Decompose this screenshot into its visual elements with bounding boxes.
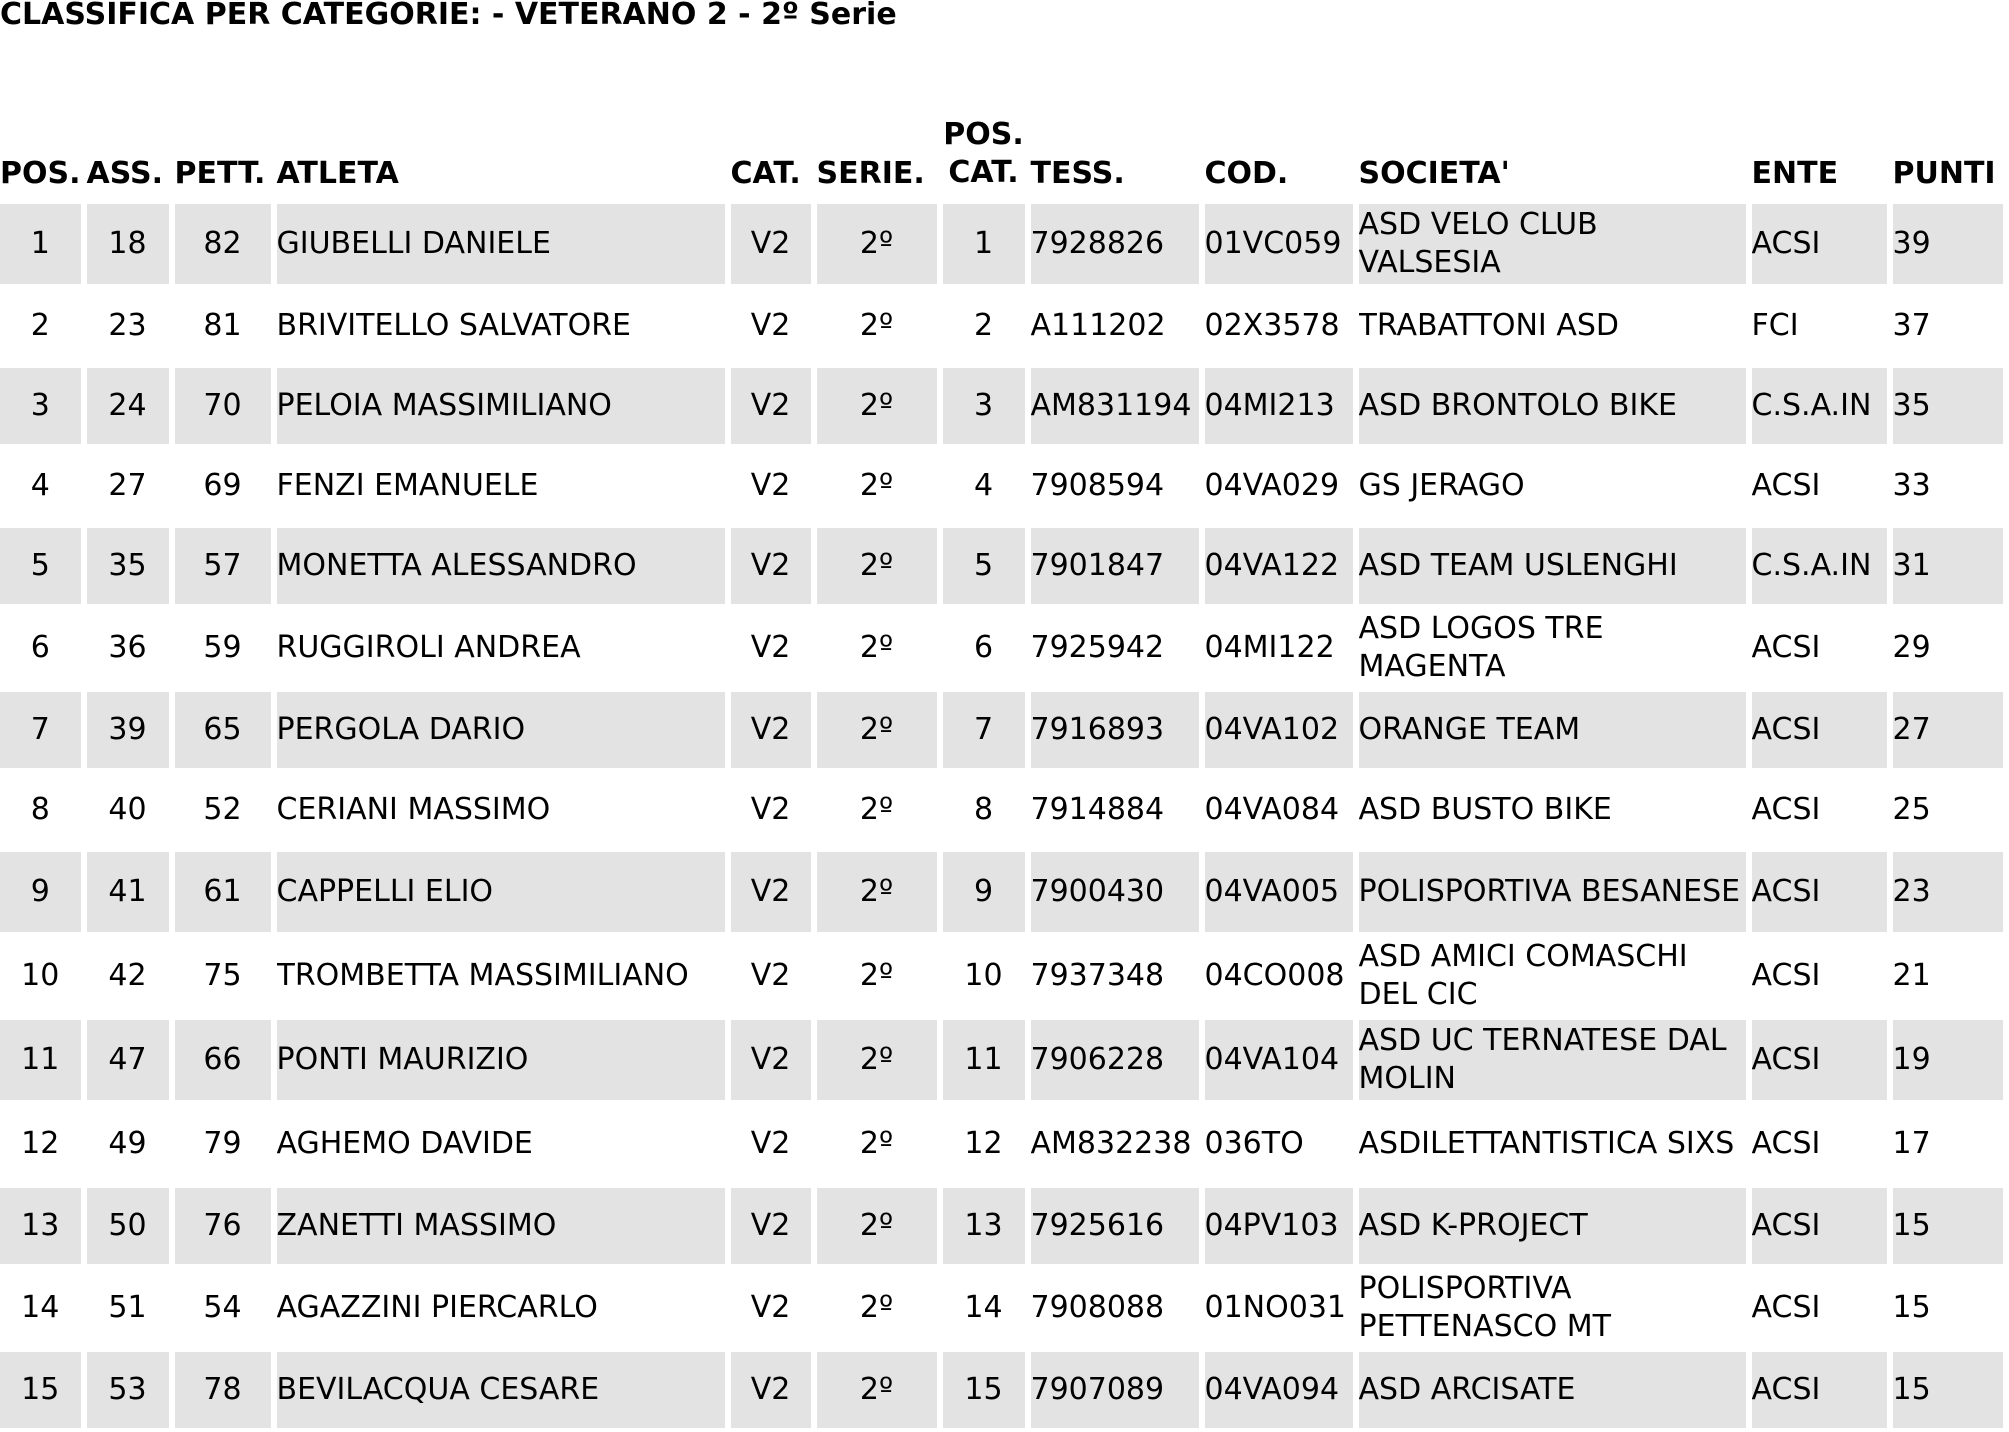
header-pos-cat: [943, 112, 1025, 200]
header-atleta: ATLETA: [277, 112, 725, 200]
cell-ente: ACSI: [1752, 852, 1887, 932]
cell-cat: V2: [731, 772, 811, 848]
cell-serie: 2º: [817, 204, 937, 284]
cell-tess: 7908088: [1031, 1268, 1199, 1348]
cell-serie: 2º: [817, 692, 937, 768]
cell-tess: 7916893: [1031, 692, 1199, 768]
cell-pett: 66: [175, 1020, 271, 1100]
cell-serie: 2º: [817, 608, 937, 688]
cell-ente: ACSI: [1752, 448, 1887, 524]
cell-cod: 04VA029: [1205, 448, 1353, 524]
cell-pett: 82: [175, 204, 271, 284]
cell-ente: ACSI: [1752, 608, 1887, 688]
cell-cod: 04VA102: [1205, 692, 1353, 768]
header-cod: COD.: [1205, 112, 1353, 200]
cell-tess: 7908594: [1031, 448, 1199, 524]
cell-atleta: PONTI MAURIZIO: [277, 1020, 725, 1100]
header-pos: POS.: [0, 112, 81, 200]
cell-pett: 54: [175, 1268, 271, 1348]
table-row: [0, 772, 2003, 848]
cell-punti: 21: [1893, 936, 2003, 1016]
cell-cat: V2: [731, 1268, 811, 1348]
cell-atleta: GIUBELLI DANIELE: [277, 204, 725, 284]
cell-pos-cat: 10: [943, 936, 1025, 1016]
cell-societa: ASDILETTANTISTICA SIXS: [1359, 1104, 1746, 1184]
table-row: [0, 1104, 2003, 1184]
cell-cat: V2: [731, 692, 811, 768]
table-body: [0, 204, 2003, 1428]
table-row: [0, 288, 2003, 364]
header-societa: SOCIETA': [1359, 112, 1746, 200]
cell-atleta: CERIANI MASSIMO: [277, 772, 725, 848]
cell-ente: ACSI: [1752, 1104, 1887, 1184]
cell-pett: 69: [175, 448, 271, 524]
cell-cat: V2: [731, 288, 811, 364]
cell-tess: AM832238: [1031, 1104, 1199, 1184]
cell-punti: 15: [1893, 1352, 2003, 1428]
cell-atleta: TROMBETTA MASSIMILIANO: [277, 936, 725, 1016]
cell-serie: 2º: [817, 772, 937, 848]
cell-ass: 39: [87, 692, 169, 768]
cell-pos-cat: 8: [943, 772, 1025, 848]
cell-atleta: CAPPELLI ELIO: [277, 852, 725, 932]
cell-societa: ASD ARCISATE: [1359, 1352, 1746, 1428]
cell-serie: 2º: [817, 288, 937, 364]
cell-pett: 65: [175, 692, 271, 768]
cell-tess: 7925616: [1031, 1188, 1199, 1264]
cell-pos: 13: [0, 1188, 81, 1264]
cell-punti: 15: [1893, 1268, 2003, 1348]
cell-tess: A111202: [1031, 288, 1199, 364]
cell-societa: ASD AMICI COMASCHI DEL CIC: [1359, 936, 1746, 1016]
cell-societa: ASD LOGOS TRE MAGENTA: [1359, 608, 1746, 688]
cell-cod: 02X3578: [1205, 288, 1353, 364]
cell-atleta: PELOIA MASSIMILIANO: [277, 368, 725, 444]
cell-tess: AM831194: [1031, 368, 1199, 444]
cell-pos: 10: [0, 936, 81, 1016]
cell-ass: 27: [87, 448, 169, 524]
cell-ass: 51: [87, 1268, 169, 1348]
table-row: [0, 608, 2003, 688]
cell-cod: 04MI122: [1205, 608, 1353, 688]
cell-tess: 7925942: [1031, 608, 1199, 688]
cell-ass: 40: [87, 772, 169, 848]
cell-cat: V2: [731, 204, 811, 284]
cell-pett: 52: [175, 772, 271, 848]
cell-serie: 2º: [817, 1104, 937, 1184]
cell-ente: ACSI: [1752, 1352, 1887, 1428]
cell-tess: 7906228: [1031, 1020, 1199, 1100]
cell-ente: ACSI: [1752, 1188, 1887, 1264]
cell-cat: V2: [731, 368, 811, 444]
cell-cat: V2: [731, 1188, 811, 1264]
cell-cod: 04VA084: [1205, 772, 1353, 848]
cell-tess: 7907089: [1031, 1352, 1199, 1428]
cell-societa: ASD UC TERNATESE DAL MOLIN: [1359, 1020, 1746, 1100]
cell-punti: 19: [1893, 1020, 2003, 1100]
cell-pos: 4: [0, 448, 81, 524]
cell-ente: ACSI: [1752, 692, 1887, 768]
header-serie: SERIE.: [817, 112, 937, 200]
cell-punti: 23: [1893, 852, 2003, 932]
cell-cat: V2: [731, 1020, 811, 1100]
cell-pos: 6: [0, 608, 81, 688]
table-row: [0, 528, 2003, 604]
cell-cod: 04VA005: [1205, 852, 1353, 932]
cell-pos: 7: [0, 692, 81, 768]
cell-cat: V2: [731, 608, 811, 688]
cell-atleta: BRIVITELLO SALVATORE: [277, 288, 725, 364]
cell-pos-cat: 9: [943, 852, 1025, 932]
cell-cod: 04PV103: [1205, 1188, 1353, 1264]
cell-punti: 29: [1893, 608, 2003, 688]
cell-atleta: PERGOLA DARIO: [277, 692, 725, 768]
cell-societa: ASD TEAM USLENGHI: [1359, 528, 1746, 604]
cell-pos: 9: [0, 852, 81, 932]
cell-cod: 04MI213: [1205, 368, 1353, 444]
cell-pett: 61: [175, 852, 271, 932]
cell-cod: 04VA104: [1205, 1020, 1353, 1100]
cell-serie: 2º: [817, 852, 937, 932]
table-row: [0, 936, 2003, 1016]
cell-pos: 2: [0, 288, 81, 364]
header-tess: TESS.: [1031, 112, 1199, 200]
cell-pos: 12: [0, 1104, 81, 1184]
cell-pett: 81: [175, 288, 271, 364]
cell-cod: 04VA122: [1205, 528, 1353, 604]
table-row: [0, 1020, 2003, 1100]
cell-atleta: BEVILACQUA CESARE: [277, 1352, 725, 1428]
cell-pett: 57: [175, 528, 271, 604]
cell-cat: V2: [731, 448, 811, 524]
header-cat: CAT.: [731, 112, 811, 200]
cell-tess: 7900430: [1031, 852, 1199, 932]
cell-punti: 25: [1893, 772, 2003, 848]
header-punti: PUNTI: [1893, 112, 2003, 200]
cell-tess: 7928826: [1031, 204, 1199, 284]
cell-societa: ASD BRONTOLO BIKE: [1359, 368, 1746, 444]
cell-pos: 8: [0, 772, 81, 848]
table-row: [0, 1268, 2003, 1348]
table-row: [0, 448, 2003, 524]
cell-pos: 3: [0, 368, 81, 444]
table-row: [0, 1352, 2003, 1428]
cell-ente: ACSI: [1752, 772, 1887, 848]
cell-pett: 76: [175, 1188, 271, 1264]
cell-punti: 31: [1893, 528, 2003, 604]
table-row: [0, 692, 2003, 768]
cell-pos: 14: [0, 1268, 81, 1348]
cell-punti: 33: [1893, 448, 2003, 524]
header-ass: ASS.: [87, 112, 169, 200]
cell-ass: 24: [87, 368, 169, 444]
cell-ass: 42: [87, 936, 169, 1016]
cell-ass: 53: [87, 1352, 169, 1428]
cell-ente: ACSI: [1752, 1268, 1887, 1348]
cell-pos-cat: 11: [943, 1020, 1025, 1100]
cell-pett: 78: [175, 1352, 271, 1428]
cell-punti: 39: [1893, 204, 2003, 284]
cell-pos-cat: 1: [943, 204, 1025, 284]
cell-ass: 41: [87, 852, 169, 932]
cell-atleta: FENZI EMANUELE: [277, 448, 725, 524]
cell-pos-cat: 15: [943, 1352, 1025, 1428]
cell-serie: 2º: [817, 936, 937, 1016]
cell-societa: ASD K-PROJECT: [1359, 1188, 1746, 1264]
cell-serie: 2º: [817, 1352, 937, 1428]
cell-societa: ASD VELO CLUB VALSESIA: [1359, 204, 1746, 284]
cell-serie: 2º: [817, 448, 937, 524]
cell-pett: 75: [175, 936, 271, 1016]
cell-punti: 27: [1893, 692, 2003, 768]
page-title: CLASSIFICA PER CATEGORIE: - VETERANO 2 - 2º Serie: [0, 0, 897, 32]
cell-societa: POLISPORTIVA BESANESE: [1359, 852, 1746, 932]
cell-ente: ACSI: [1752, 936, 1887, 1016]
cell-pos-cat: 2: [943, 288, 1025, 364]
cell-serie: 2º: [817, 1268, 937, 1348]
cell-cat: V2: [731, 852, 811, 932]
cell-cod: 01NO031: [1205, 1268, 1353, 1348]
cell-pos-cat: 6: [943, 608, 1025, 688]
cell-societa: POLISPORTIVA PETTENASCO MT: [1359, 1268, 1746, 1348]
cell-pett: 79: [175, 1104, 271, 1184]
cell-pett: 70: [175, 368, 271, 444]
table-row: [0, 1188, 2003, 1264]
cell-societa: TRABATTONI ASD: [1359, 288, 1746, 364]
cell-ass: 36: [87, 608, 169, 688]
cell-pos: 11: [0, 1020, 81, 1100]
cell-pos-cat: 14: [943, 1268, 1025, 1348]
cell-pos-cat: 7: [943, 692, 1025, 768]
cell-ass: 47: [87, 1020, 169, 1100]
cell-atleta: AGAZZINI PIERCARLO: [277, 1268, 725, 1348]
cell-punti: 35: [1893, 368, 2003, 444]
cell-atleta: RUGGIROLI ANDREA: [277, 608, 725, 688]
cell-pos-cat: 5: [943, 528, 1025, 604]
cell-pos-cat: 13: [943, 1188, 1025, 1264]
cell-pos: 1: [0, 204, 81, 284]
cell-cat: V2: [731, 528, 811, 604]
cell-cat: V2: [731, 1352, 811, 1428]
cell-ente: ACSI: [1752, 204, 1887, 284]
header-pos-cat-line2: CAT.: [948, 155, 1019, 190]
cell-serie: 2º: [817, 528, 937, 604]
cell-serie: 2º: [817, 368, 937, 444]
cell-pos: 5: [0, 528, 81, 604]
cell-ass: 49: [87, 1104, 169, 1184]
cell-cod: 01VC059: [1205, 204, 1353, 284]
cell-cod: 04VA094: [1205, 1352, 1353, 1428]
cell-cod: 036TO: [1205, 1104, 1353, 1184]
header-pett: PETT.: [175, 112, 271, 200]
cell-ente: C.S.A.IN: [1752, 528, 1887, 604]
cell-pett: 59: [175, 608, 271, 688]
cell-cod: 04CO008: [1205, 936, 1353, 1016]
cell-ente: C.S.A.IN: [1752, 368, 1887, 444]
cell-tess: 7914884: [1031, 772, 1199, 848]
cell-pos-cat: 12: [943, 1104, 1025, 1184]
cell-atleta: AGHEMO DAVIDE: [277, 1104, 725, 1184]
header-ente: ENTE: [1752, 112, 1887, 200]
cell-tess: 7901847: [1031, 528, 1199, 604]
cell-serie: 2º: [817, 1020, 937, 1100]
header-pos-cat-line1: POS.: [943, 117, 1024, 152]
cell-pos-cat: 4: [943, 448, 1025, 524]
table-header-row: [0, 112, 2003, 200]
cell-pos-cat: 3: [943, 368, 1025, 444]
cell-ente: FCI: [1752, 288, 1887, 364]
table-row: [0, 852, 2003, 932]
cell-societa: ASD BUSTO BIKE: [1359, 772, 1746, 848]
cell-atleta: MONETTA ALESSANDRO: [277, 528, 725, 604]
cell-societa: GS JERAGO: [1359, 448, 1746, 524]
cell-punti: 17: [1893, 1104, 2003, 1184]
cell-societa: ORANGE TEAM: [1359, 692, 1746, 768]
results-table: [0, 108, 2009, 1432]
cell-ass: 50: [87, 1188, 169, 1264]
cell-ente: ACSI: [1752, 1020, 1887, 1100]
cell-tess: 7937348: [1031, 936, 1199, 1016]
cell-punti: 37: [1893, 288, 2003, 364]
cell-cat: V2: [731, 936, 811, 1016]
table-row: [0, 204, 2003, 284]
table-row: [0, 368, 2003, 444]
cell-atleta: ZANETTI MASSIMO: [277, 1188, 725, 1264]
cell-punti: 15: [1893, 1188, 2003, 1264]
cell-ass: 23: [87, 288, 169, 364]
cell-ass: 18: [87, 204, 169, 284]
cell-serie: 2º: [817, 1188, 937, 1264]
cell-pos: 15: [0, 1352, 81, 1428]
cell-ass: 35: [87, 528, 169, 604]
cell-cat: V2: [731, 1104, 811, 1184]
